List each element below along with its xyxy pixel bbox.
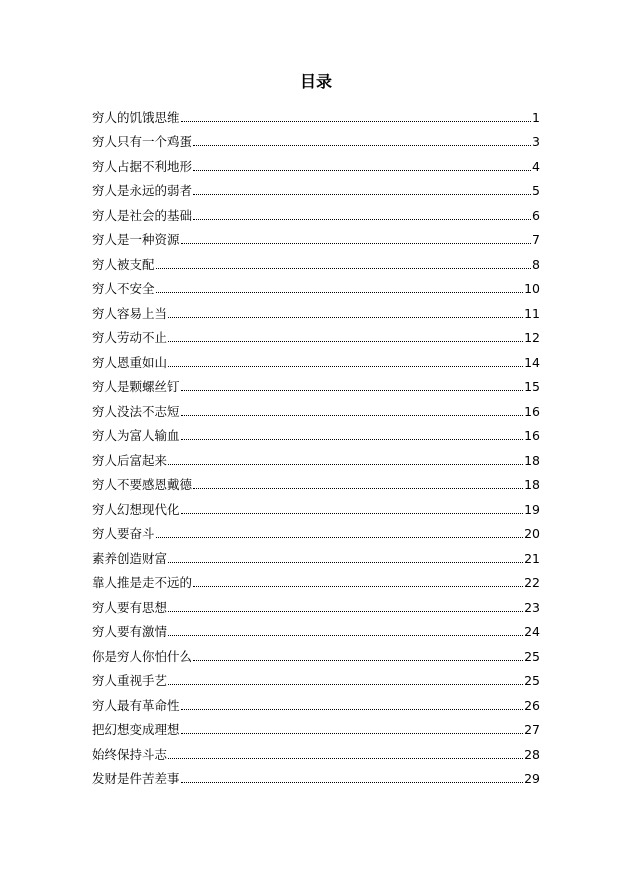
toc-dot-leader (193, 219, 531, 220)
toc-entry[interactable] (92, 518, 540, 543)
toc-dot-leader (193, 145, 531, 146)
toc-entry[interactable] (92, 150, 540, 175)
toc-entry[interactable] (92, 689, 540, 714)
toc-entry-title: 穷人没法不志短 (92, 403, 180, 419)
toc-entry-page-number: 19 (524, 501, 540, 517)
toc-entry-title: 穷人劳动不止 (92, 330, 168, 345)
toc-title: 目录 (299, 72, 332, 91)
toc-dot-leader (193, 586, 523, 587)
toc-entry-page-number: 10 (524, 281, 540, 296)
toc-entry[interactable] (92, 175, 540, 200)
toc-entry-title: 把幻想变成理想 (92, 722, 180, 737)
toc-dot-leader (193, 488, 523, 489)
toc-entry-title: 穷人是一种资源 (92, 232, 180, 247)
toc-dot-leader (168, 758, 523, 759)
toc-entry-page-number: 14 (524, 354, 540, 370)
toc-entry-page-number: 5 (532, 183, 540, 198)
toc-entry-title: 穷人是社会的基础 (92, 207, 193, 223)
toc-entry-title: 穷人是永远的弱者 (92, 183, 193, 198)
toc-entry-page-number: 23 (524, 599, 540, 615)
toc-entry-page-number: 24 (524, 624, 540, 639)
toc-entry-title: 穷人被支配 (92, 256, 155, 272)
toc-entry[interactable] (92, 371, 540, 396)
toc-entry-page-number: 16 (524, 428, 540, 443)
toc-dot-leader (181, 415, 524, 416)
toc-entry[interactable] (92, 322, 540, 347)
toc-entry[interactable] (92, 395, 540, 420)
toc-entry-page-number: 4 (532, 158, 540, 174)
toc-dot-leader (156, 537, 524, 538)
toc-entry[interactable] (92, 493, 540, 518)
toc-entry-title: 素养创造财富 (92, 550, 168, 566)
toc-entry-page-number: 26 (524, 697, 540, 713)
toc-entry-title: 穷人重视手艺 (92, 673, 168, 688)
toc-entry-title: 靠人推是走不远的 (92, 575, 193, 590)
toc-entry-title: 穷人最有革命性 (92, 697, 180, 713)
toc-entry-title: 穷人恩重如山 (92, 354, 168, 370)
toc-entry-page-number: 18 (524, 477, 540, 492)
toc-entry-title: 你是穷人你怕什么 (92, 648, 193, 664)
toc-entry-page-number: 29 (524, 771, 540, 786)
toc-entry[interactable] (92, 591, 540, 616)
toc-entry[interactable] (92, 273, 540, 298)
toc-dot-leader (181, 121, 532, 122)
toc-entry-title: 穷人的饥饿思维 (92, 109, 180, 125)
toc-dot-leader (181, 439, 524, 440)
toc-dot-leader (193, 660, 523, 661)
toc-entry[interactable] (92, 714, 540, 739)
toc-entry-title: 穷人不要感恩戴德 (92, 477, 193, 492)
toc-entry[interactable] (92, 224, 540, 249)
toc-entry-page-number: 18 (524, 452, 540, 468)
toc-entry[interactable] (92, 665, 540, 690)
toc-entry[interactable] (92, 763, 540, 788)
toc-entry[interactable] (92, 567, 540, 592)
toc-dot-leader (156, 292, 524, 293)
toc-list (92, 101, 540, 787)
toc-entry-title: 发财是件苦差事 (92, 771, 180, 786)
toc-entry[interactable] (92, 640, 540, 665)
toc-entry-title: 穷人不安全 (92, 281, 155, 296)
toc-entry-page-number: 16 (524, 403, 540, 419)
toc-entry-page-number: 11 (524, 305, 540, 321)
toc-entry-page-number: 25 (524, 673, 540, 688)
toc-entry-title: 穷人要有激情 (92, 624, 168, 639)
toc-entry-title: 始终保持斗志 (92, 746, 168, 762)
toc-entry-page-number: 21 (524, 550, 540, 566)
toc-entry-title: 穷人占据不利地形 (92, 158, 193, 174)
toc-entry-title: 穷人后富起来 (92, 452, 168, 468)
toc-dot-leader (168, 684, 523, 685)
toc-dot-leader (181, 709, 524, 710)
toc-entry[interactable] (92, 248, 540, 273)
toc-entry-title: 穷人只有一个鸡蛋 (92, 134, 193, 149)
toc-entry-page-number: 6 (532, 207, 540, 223)
toc-entry-page-number: 27 (524, 722, 540, 737)
toc-entry[interactable] (92, 469, 540, 494)
toc-dot-leader (181, 513, 524, 514)
toc-entry[interactable] (92, 616, 540, 641)
toc-entry[interactable] (92, 297, 540, 322)
toc-entry[interactable] (92, 542, 540, 567)
toc-entry[interactable] (92, 444, 540, 469)
toc-dot-leader (156, 268, 532, 269)
toc-entry-title: 穷人容易上当 (92, 305, 168, 321)
toc-dot-leader (181, 782, 524, 783)
toc-entry-title: 穷人要奋斗 (92, 526, 155, 541)
toc-dot-leader (193, 170, 531, 171)
toc-entry-page-number: 1 (532, 109, 540, 125)
toc-dot-leader (168, 317, 523, 318)
toc-entry-page-number: 12 (524, 330, 540, 345)
toc-entry-title: 穷人幻想现代化 (92, 501, 180, 517)
toc-dot-leader (168, 341, 523, 342)
toc-entry-page-number: 25 (524, 648, 540, 664)
toc-entry-page-number: 8 (532, 256, 540, 272)
toc-entry-title: 穷人是颗螺丝钉 (92, 379, 180, 394)
toc-entry-page-number: 28 (524, 746, 540, 762)
toc-dot-leader (193, 194, 531, 195)
toc-entry[interactable] (92, 420, 540, 445)
toc-dot-leader (168, 464, 523, 465)
toc-dot-leader (168, 562, 523, 563)
toc-entry[interactable] (92, 346, 540, 371)
toc-entry-title: 穷人要有思想 (92, 599, 168, 615)
toc-entry-page-number: 20 (524, 526, 540, 541)
toc-entry[interactable] (92, 738, 540, 763)
toc-entry-page-number: 15 (524, 379, 540, 394)
toc-entry-page-number: 7 (532, 232, 540, 247)
toc-dot-leader (181, 243, 532, 244)
toc-entry[interactable] (92, 126, 540, 151)
toc-entry[interactable] (92, 101, 540, 126)
toc-dot-leader (168, 366, 523, 367)
toc-entry-page-number: 22 (524, 575, 540, 590)
toc-entry-title: 穷人为富人输血 (92, 428, 180, 443)
toc-dot-leader (168, 635, 523, 636)
toc-entry[interactable] (92, 199, 540, 224)
toc-dot-leader (181, 390, 524, 391)
toc-dot-leader (181, 733, 524, 734)
toc-entry-page-number: 3 (532, 134, 540, 149)
toc-dot-leader (168, 611, 523, 612)
